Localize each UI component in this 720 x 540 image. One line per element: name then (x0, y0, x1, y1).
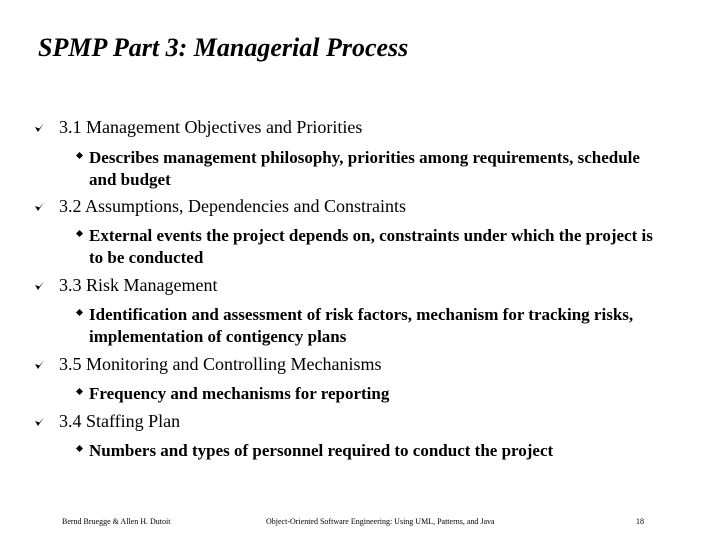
section-description: Identification and assessment of risk factors, mechanism for tracking risks, implementation of contigency plans (89, 305, 634, 346)
section-heading: 3.3 Risk Management (59, 275, 218, 295)
page-number: 18 (636, 517, 644, 526)
section-heading: 3.1 Management Objectives and Priorities (59, 117, 363, 137)
footer-authors: Bernd Bruegge & Allen H. Dutoit (62, 517, 171, 526)
diamond-icon (76, 388, 83, 395)
diamond-icon (76, 152, 83, 159)
section-heading: 3.2 Assumptions, Dependencies and Constraints (59, 196, 406, 216)
checkmark-diamond-icon (34, 280, 45, 291)
section-description: Numbers and types of personnel required to conduct the project (89, 441, 554, 460)
diamond-icon (76, 445, 83, 452)
checkmark-diamond-icon (34, 416, 45, 427)
checkmark-diamond-icon (34, 122, 45, 133)
checkmark-diamond-icon (34, 359, 45, 370)
section-description: Frequency and mechanisms for reporting (89, 384, 390, 403)
section-description: External events the project depends on, constraints under which the project is to be conducted (89, 226, 653, 267)
footer-book-title: Object-Oriented Software Engineering: Using UML, Patterns, and Java (266, 517, 495, 526)
diamond-icon (76, 309, 83, 316)
slide-title: SPMP Part 3: Managerial Process (38, 33, 409, 62)
section-description: Describes management philosophy, priorities among requirements, schedule and budget (89, 148, 640, 189)
checkmark-diamond-icon (34, 201, 45, 212)
diamond-icon (76, 230, 83, 237)
section-heading: 3.4 Staffing Plan (59, 411, 181, 431)
section-heading: 3.5 Monitoring and Controlling Mechanisms (59, 354, 382, 374)
